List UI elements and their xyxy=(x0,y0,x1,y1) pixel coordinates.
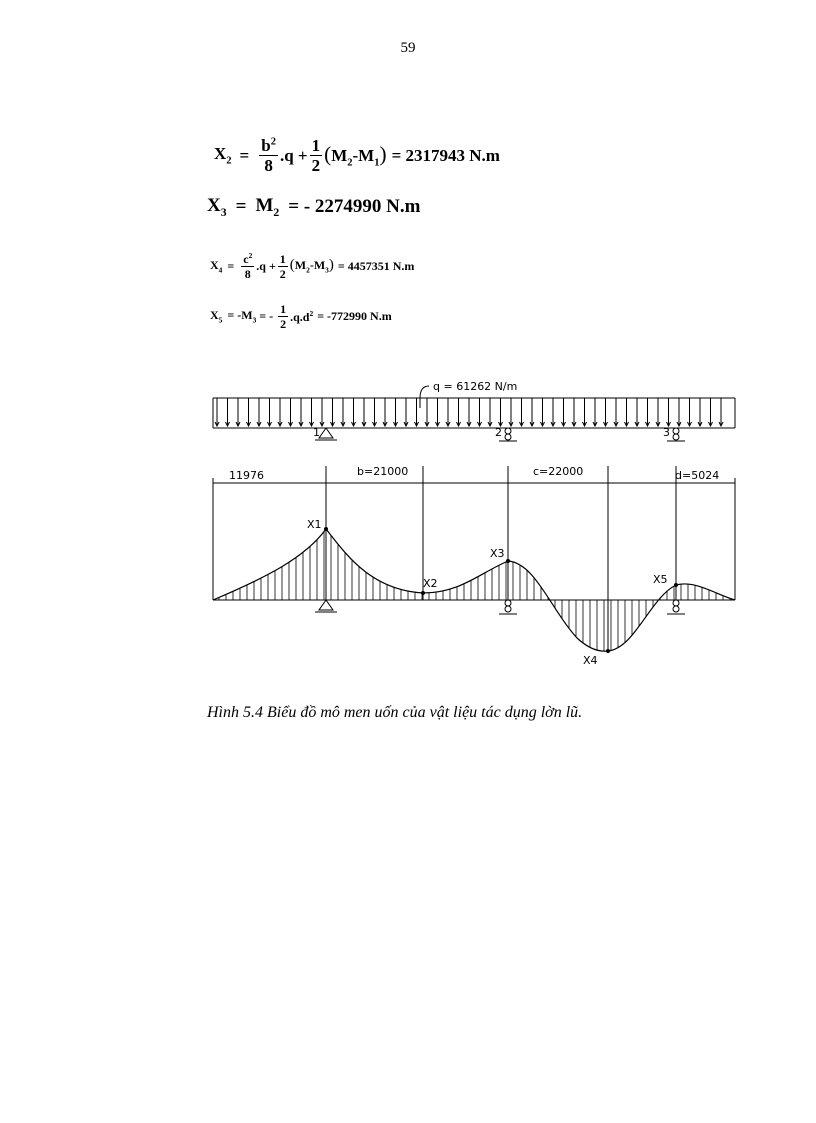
dimension-left-overhang: 11976 xyxy=(229,469,264,482)
point-x2 xyxy=(421,591,425,595)
support-label-2: 2 xyxy=(495,426,502,439)
diagram-supports xyxy=(315,600,685,614)
moment-curve xyxy=(213,529,735,651)
point-x4 xyxy=(606,649,610,653)
eq-x2-mid: .q + xyxy=(279,145,308,165)
point-x1 xyxy=(324,527,328,531)
dimension-line xyxy=(213,466,735,653)
eq-x2-fraction-b2-8: $\frac{b^2}{8}$ xyxy=(261,136,276,175)
load-label: q = 61262 N/m xyxy=(433,380,518,393)
eq-x2-paren-expr: $(M_2-M_1)$ xyxy=(324,142,387,169)
dimension-b: b=21000 xyxy=(357,465,409,478)
dimension-d: d=5024 xyxy=(675,469,720,482)
eq-x4-fraction-half: $\frac{1}{2}$ xyxy=(279,251,286,281)
load-leader xyxy=(420,386,429,408)
figure-caption: Hình 5.4 Biểu đồ mô men uốn của vật liệu tác dụng lờn lũ. xyxy=(207,704,583,721)
loaded-beam xyxy=(213,398,735,428)
bending-moment-diagram xyxy=(205,368,745,668)
eq-x2-fraction-half: $\frac{1}{2}$ xyxy=(311,136,321,175)
equation-x2 xyxy=(214,137,500,174)
eq-x2-equals: = xyxy=(239,145,250,165)
moment-hatching xyxy=(219,532,730,652)
eq-x4-mid: .q + xyxy=(256,258,276,273)
load-leader-line xyxy=(420,386,429,408)
dimension-c: c=22000 xyxy=(533,465,584,478)
eq-x3-moment: $M_2$ xyxy=(255,195,280,219)
eq-x3-lhs: $X_3$ xyxy=(207,195,227,219)
eq-x4-fraction-c2-8: $\frac{c^2}{8}$ xyxy=(243,251,253,281)
support-3-diagram xyxy=(667,600,685,614)
support-1-diagram xyxy=(315,600,337,612)
label-x4: X4 xyxy=(583,654,598,667)
eq-x5-tail: $.q.d^2$ xyxy=(290,308,314,324)
point-x5 xyxy=(674,583,678,587)
page-number: 59 xyxy=(400,40,416,56)
eq-x4-equals: = xyxy=(227,258,235,273)
label-x1: X1 xyxy=(307,518,322,531)
eq-x5-fraction-half: $\frac{1}{2}$ xyxy=(280,302,287,331)
eq-x2-result: = 2317943 N.m xyxy=(391,145,500,165)
label-x5: X5 xyxy=(653,573,668,586)
eq-x2-lhs: $X_2$ xyxy=(214,144,232,167)
eq-x5-lhs: $X_5$ xyxy=(210,308,223,325)
equation-x5 xyxy=(210,303,392,330)
label-x3: X3 xyxy=(490,547,505,560)
support-label-3: 3 xyxy=(663,426,670,439)
support-2-diagram xyxy=(499,600,517,614)
point-x3 xyxy=(506,559,510,563)
label-x2: X2 xyxy=(423,577,438,590)
eq-x5-moment: = $-M_3$ xyxy=(227,308,257,325)
support-label-1: 1 xyxy=(313,426,320,439)
eq-x5-equals-minus: = - xyxy=(259,309,274,323)
eq-x3-result: = - 2274990 N.m xyxy=(288,196,421,218)
equation-x3 xyxy=(207,195,420,220)
eq-x4-paren-expr: $(M_2-M_3)$ xyxy=(289,257,334,275)
eq-x4-lhs: $X_4$ xyxy=(210,257,223,275)
equation-x4 xyxy=(210,252,414,280)
eq-x4-result: = 4457351 N.m xyxy=(337,258,415,273)
eq-x5-result: = -772990 N.m xyxy=(317,309,392,323)
distributed-load-arrows xyxy=(215,398,723,426)
eq-x3-equals: = xyxy=(235,196,247,218)
